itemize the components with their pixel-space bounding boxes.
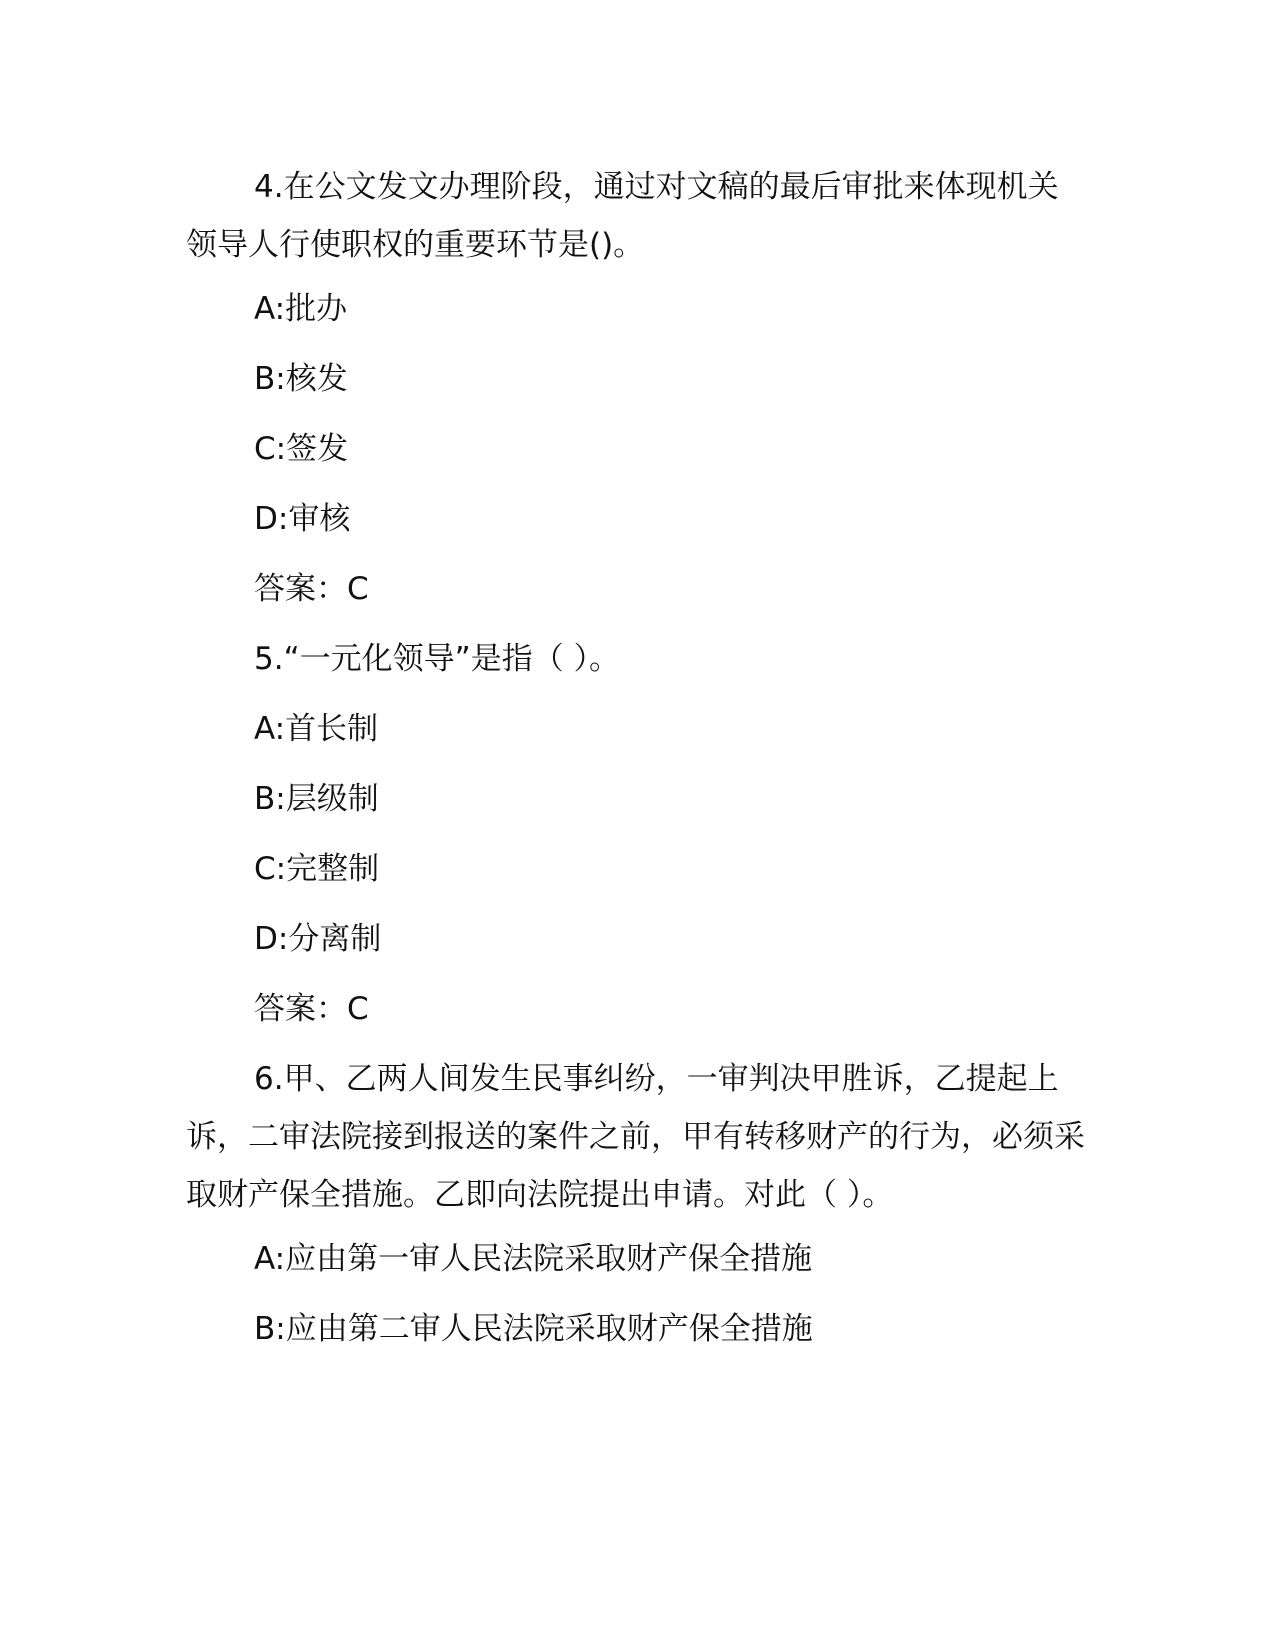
question-4-option-c: C:签发 — [254, 431, 349, 467]
question-5-answer: 答案：C — [254, 991, 369, 1027]
question-5-option-b: B:层级制 — [254, 781, 379, 817]
question-5-option-c: C:完整制 — [254, 851, 380, 887]
question-4-option-d: D:审核 — [254, 501, 351, 537]
question-5-text: 5.“一元化领导”是指（ ）。 — [254, 641, 621, 677]
question-4-option-a: A:批办 — [254, 291, 348, 327]
question-5-option-d: D:分离制 — [254, 921, 382, 957]
question-6-option-b: B:应由第二审人民法院采取财产保全措施 — [254, 1311, 813, 1347]
question-5-option-a: A:首长制 — [254, 711, 379, 747]
question-6-option-a: A:应由第一审人民法院采取财产保全措施 — [254, 1241, 813, 1277]
question-4-option-b: B:核发 — [254, 361, 348, 397]
question-4-text: 4.在公文发文办理阶段，通过对文稿的最后审批来体现机关领导人行使职权的重要环节是()。 — [186, 169, 1059, 263]
question-6-text: 6.甲、乙两人间发生民事纠纷，一审判决甲胜诉，乙提起上诉，二审法院接到报送的案件之前，甲有转移财产的行为，必须采取财产保全措施。乙即向法院提出申请。对此（ ）。 — [186, 1061, 1085, 1213]
document-content — [186, 158, 1086, 1364]
question-4-answer: 答案：C — [254, 571, 369, 607]
